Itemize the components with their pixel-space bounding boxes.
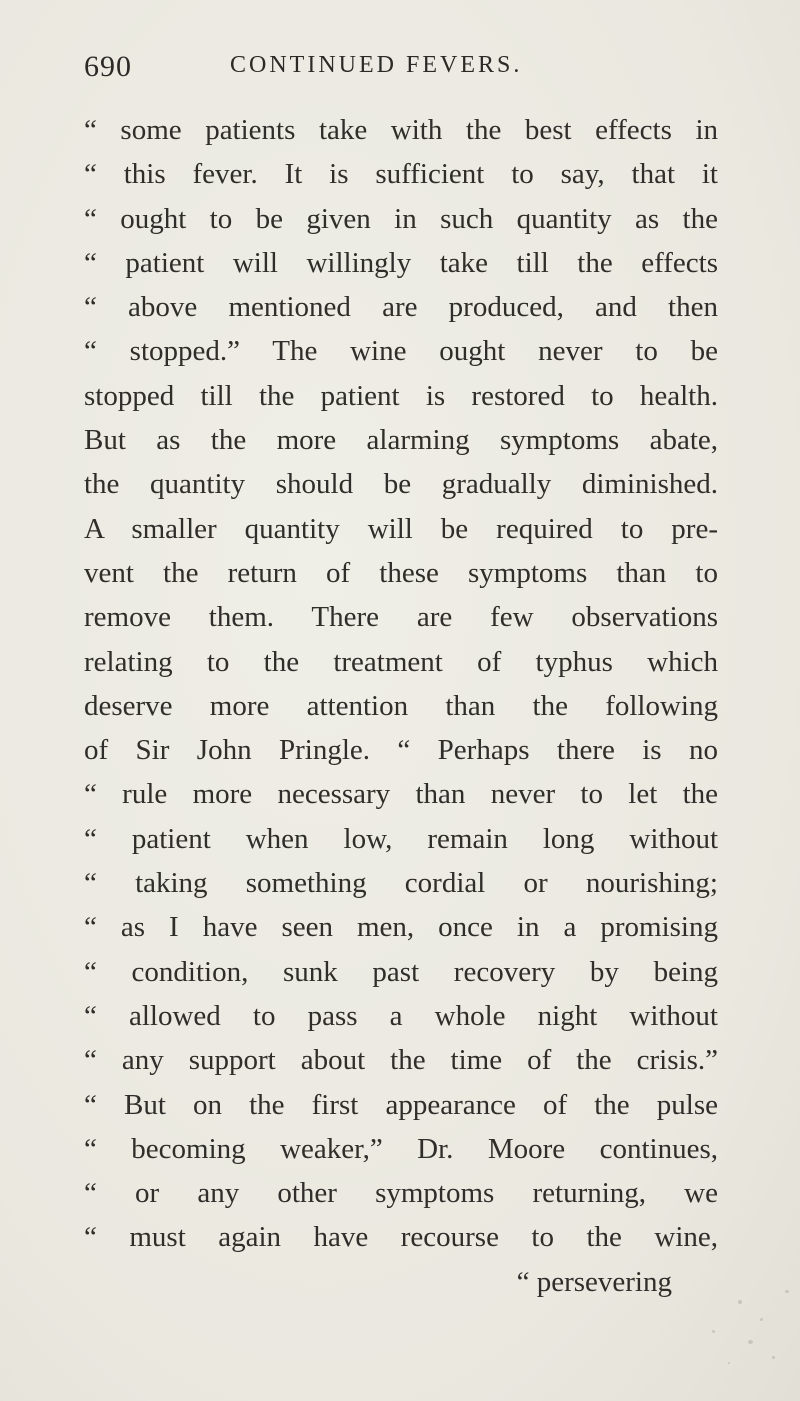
text-line: “ taking something cordial or nourishing; [84,867,718,900]
text-line: “ ought to be given in such quantity as the [84,202,718,235]
text-line: “ or any other symptoms returning, we [84,1177,718,1210]
text-line: relating to the treatment of typhus which [84,645,718,678]
running-head [84,50,724,90]
text-line: But as the more alarming symptoms abate, [84,424,718,457]
text-line: “ allowed to pass a whole night without [84,999,718,1032]
text-line: “ patient when low, remain long without [84,822,718,855]
text-line: “ rule more necessary than never to let the [84,778,718,811]
text-line: “ some patients take with the best effects in [84,114,718,146]
text-line: A smaller quantity will be required to pre- [84,512,718,545]
text-line: “ condition, sunk past recovery by being [84,955,718,988]
text-line: of Sir John Pringle. “ Perhaps there is no [84,734,718,767]
catchword: “ persevering [516,1265,672,1298]
running-head-title: CONTINUED FEVERS. [230,52,523,78]
text-line: “ above mentioned are produced, and then [84,291,718,324]
text-line: “ But on the first appearance of the pulse [84,1088,718,1121]
text-line: “ stopped.” The wine ought never to be [84,335,718,368]
text-line: vent the return of these symptoms than to [84,556,718,589]
text-line: the quantity should be gradually diminished. [84,468,718,501]
page-number: 690 [84,50,132,83]
text-line: “ patient will willingly take till the effects [84,246,718,279]
text-line: “ must again have recourse to the wine, [84,1221,718,1254]
text-line: remove them. There are few observations [84,601,718,634]
text-line: “ becoming weaker,” Dr. Moore continues, [84,1132,718,1165]
text-line: stopped till the patient is restored to health. [84,379,718,412]
body-text [84,108,718,1304]
text-line: “ this fever. It is sufficient to say, that it [84,158,718,191]
text-line: deserve more attention than the following [84,689,718,722]
text-line: “ any support about the time of the crisis.” [84,1044,718,1077]
text-line: “ as I have seen men, once in a promising [84,911,718,944]
